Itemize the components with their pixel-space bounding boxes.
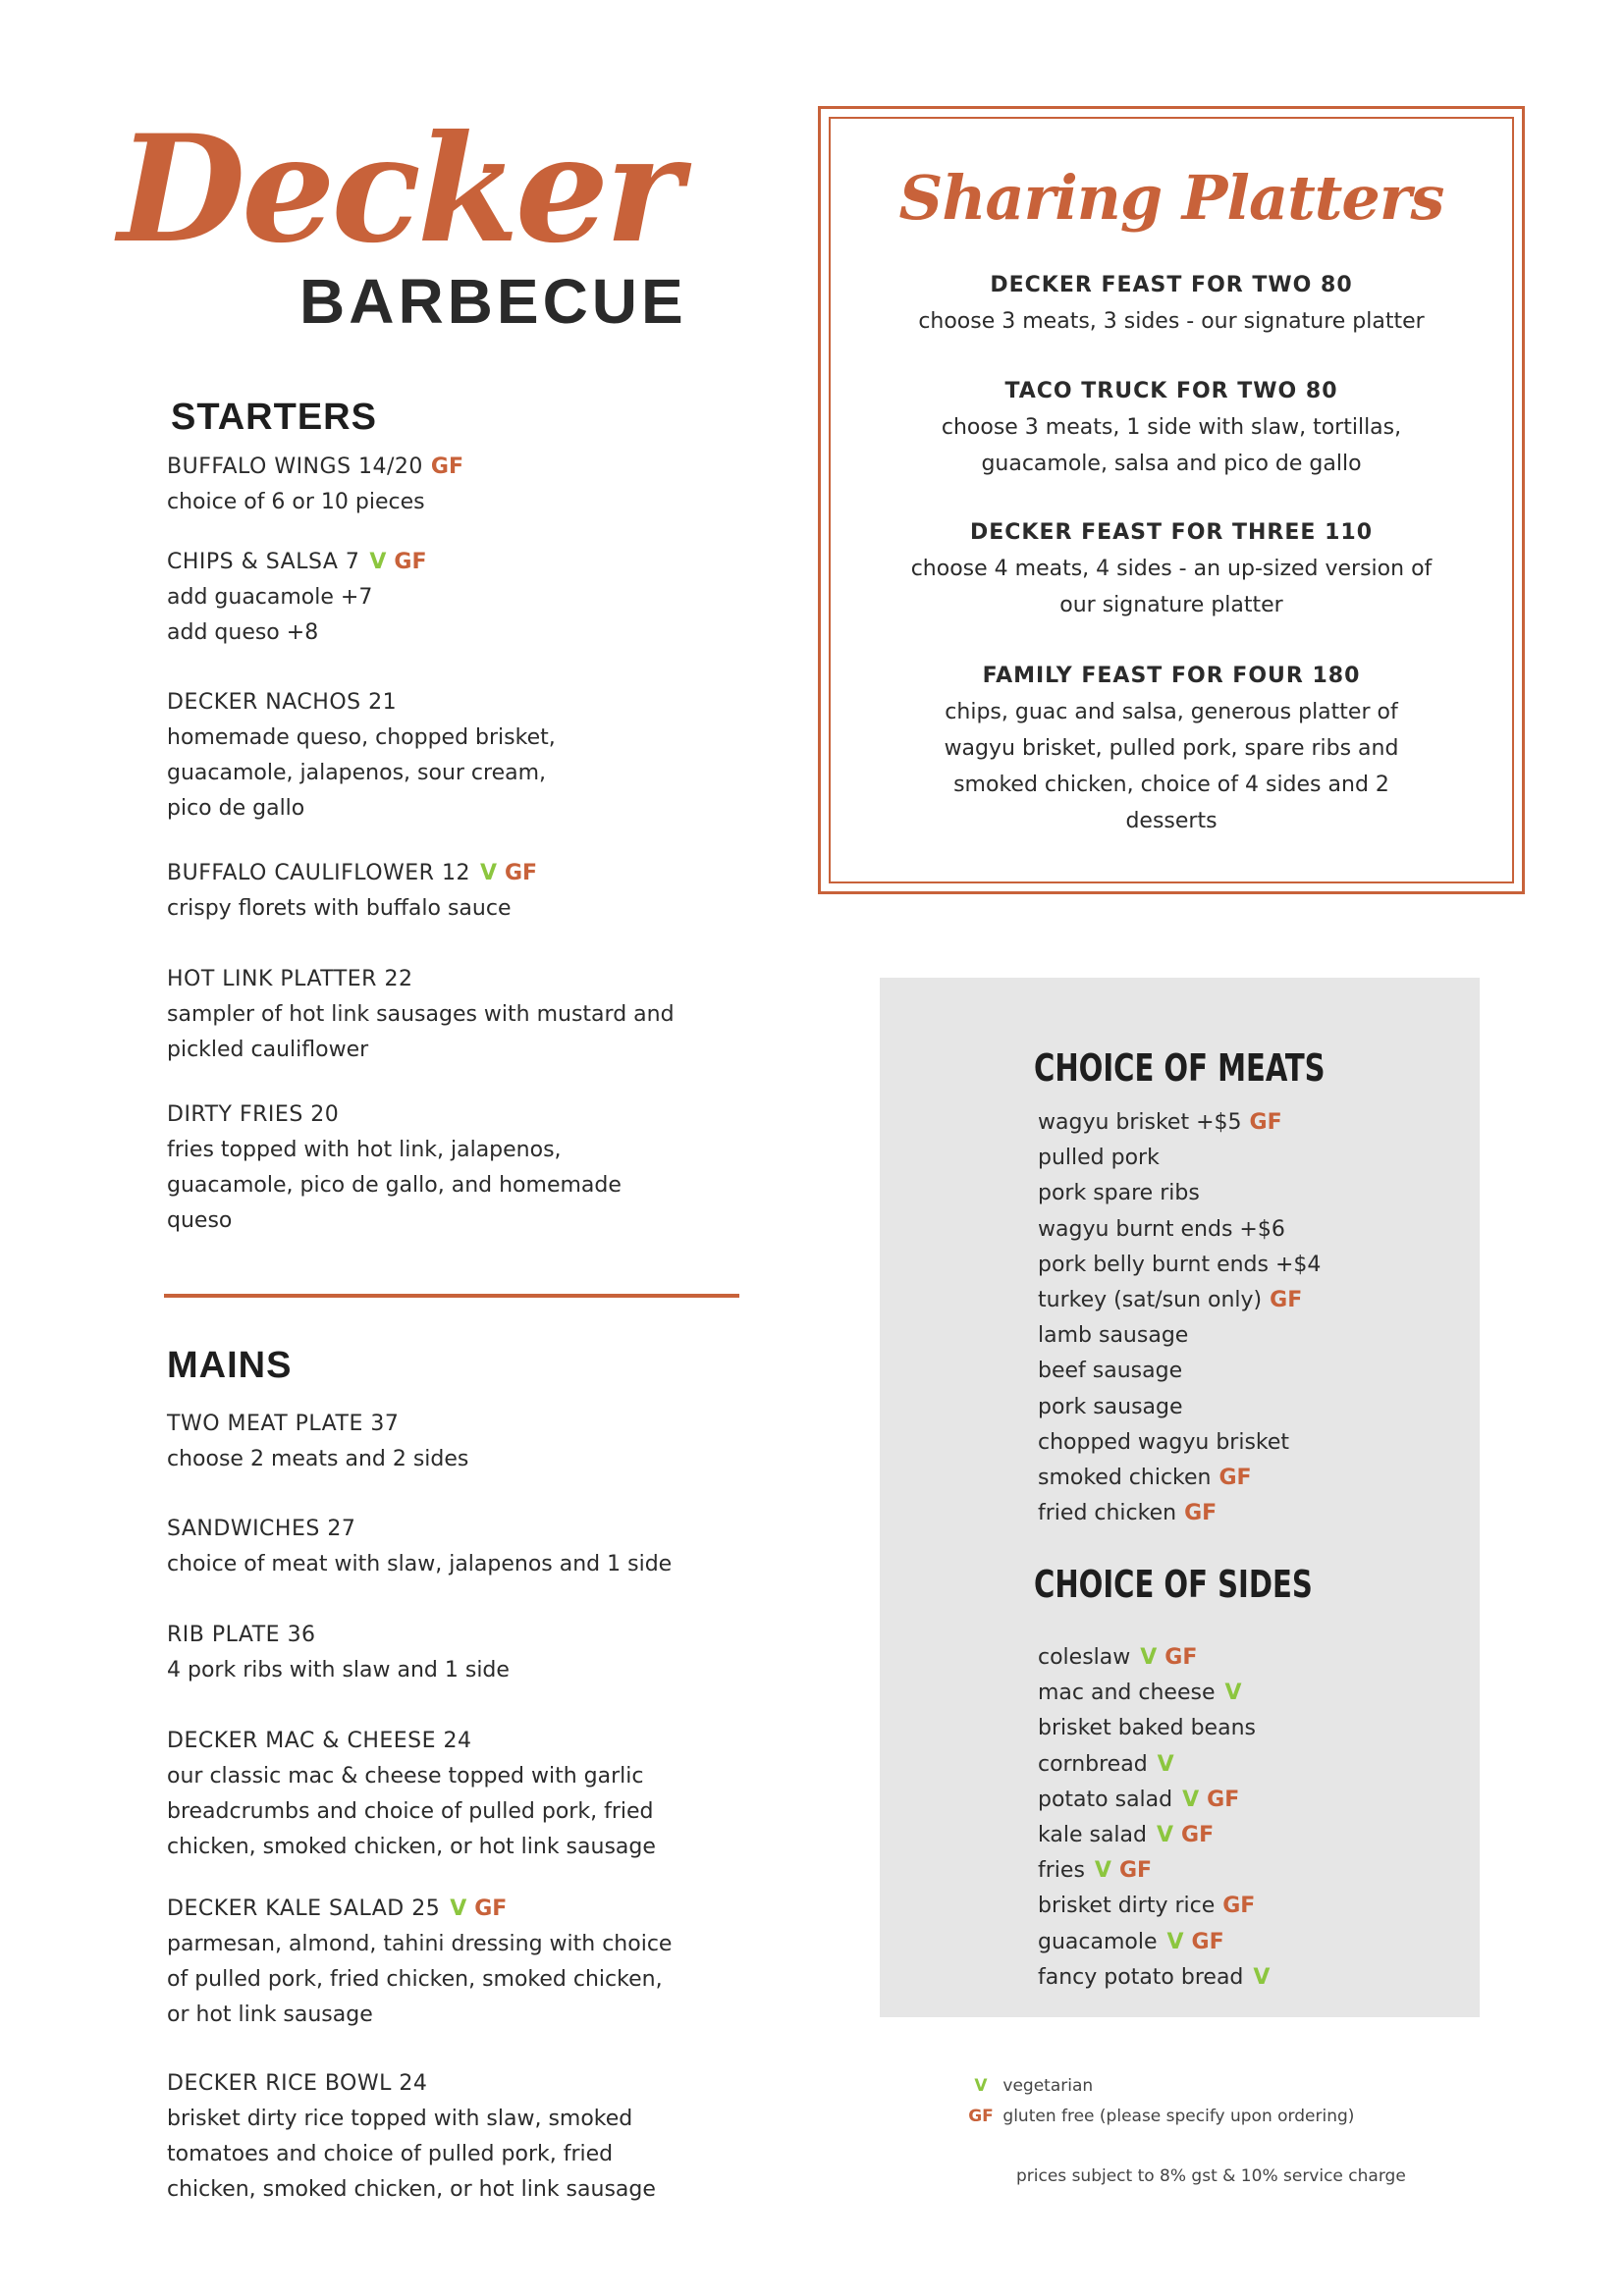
platter-description: choose 3 meats, 1 side with slaw, tortillas, [941, 415, 1402, 440]
platter-item [864, 658, 1479, 839]
side-option [1038, 1676, 1270, 1711]
side-option-label: coleslaw [1038, 1645, 1131, 1670]
side-option [1038, 1960, 1270, 1996]
meat-option-label: turkey (sat/sun only) [1038, 1288, 1263, 1313]
platter-description: desserts [1125, 809, 1218, 833]
side-option-label: mac and cheese [1038, 1681, 1216, 1706]
menu-item-name: DECKER KALE SALAD 25 [167, 1896, 441, 1921]
menu-item-name: RIB PLATE 36 [167, 1623, 316, 1647]
menu-item [167, 1618, 756, 1688]
logo-subtitle: BARBECUE [299, 266, 687, 337]
platter-description: guacamole, salsa and pico de gallo [981, 452, 1362, 476]
menu-item [167, 2066, 756, 2208]
meat-option-label: chopped wagyu brisket [1038, 1429, 1290, 1455]
menu-item-description: fries topped with hot link, jalapenos, [167, 1138, 562, 1162]
meat-option [1038, 1496, 1321, 1531]
side-option [1038, 1783, 1270, 1818]
platter-item [864, 514, 1479, 623]
vegetarian-badge: V [1094, 1858, 1111, 1884]
menu-item-description: guacamole, jalapenos, sour cream, [167, 761, 547, 785]
gluten-free-badge: GF [1207, 1787, 1240, 1812]
price-note: prices subject to 8% gst & 10% service charge [1016, 2166, 1406, 2186]
legend-gf-text: gluten free (please specify upon ordering) [1002, 2107, 1355, 2126]
menu-item-header [167, 2066, 756, 2102]
legend-gluten-free [964, 2107, 1354, 2126]
menu-item-name: CHIPS & SALSA 7 [167, 550, 360, 574]
mains-title: MAINS [167, 1345, 293, 1386]
menu-item-name: DECKER RICE BOWL 24 [167, 2071, 428, 2096]
menu-item-header [167, 1512, 756, 1547]
menu-item-header [167, 1724, 756, 1759]
menu-item-description: pico de gallo [167, 796, 305, 821]
vegetarian-badge: V [369, 550, 387, 574]
menu-item-name: BUFFALO CAULIFLOWER 12 [167, 861, 470, 885]
meat-option-label: wagyu brisket +$5 [1038, 1110, 1242, 1135]
menu-item-description: choice of meat with slaw, jalapenos and 1 side [167, 1552, 673, 1576]
menu-item-description: queso [167, 1208, 233, 1233]
meat-option [1038, 1283, 1321, 1318]
legend-gf-mark: GF [968, 2107, 994, 2126]
sides-title: CHOICE OF SIDES [1034, 1563, 1313, 1606]
meat-option-label: pork spare ribs [1038, 1181, 1200, 1206]
vegetarian-badge: V [1253, 1964, 1271, 1990]
vegetarian-badge: V [1182, 1787, 1200, 1812]
platter-description: our signature platter [1059, 593, 1283, 617]
side-option-label: fries [1038, 1858, 1085, 1884]
gluten-free-badge: GF [394, 550, 427, 574]
menu-item [167, 1724, 756, 1865]
menu-item [167, 962, 756, 1068]
menu-item-name: SANDWICHES 27 [167, 1517, 356, 1541]
menu-item [167, 1512, 756, 1582]
gluten-free-badge: GF [1270, 1288, 1303, 1313]
menu-item-name: DECKER NACHOS 21 [167, 690, 398, 715]
platter-name: DECKER FEAST FOR THREE 110 [969, 520, 1374, 545]
menu-item-header [167, 450, 756, 485]
side-option [1038, 1711, 1270, 1746]
meat-option [1038, 1212, 1321, 1248]
menu-item-description: crispy florets with buffalo sauce [167, 896, 512, 921]
meat-option [1038, 1105, 1321, 1141]
meat-option-label: pork sausage [1038, 1394, 1183, 1419]
logo-script: Decker [118, 103, 679, 276]
menu-item-name: TWO MEAT PLATE 37 [167, 1412, 400, 1436]
vegetarian-badge: V [479, 861, 497, 885]
meat-option-label: wagyu burnt ends +$6 [1038, 1216, 1285, 1242]
legend-vegetarian [964, 2076, 1093, 2096]
section-divider [164, 1294, 739, 1298]
side-option [1038, 1889, 1270, 1924]
menu-item-header [167, 962, 756, 997]
menu-item-description: pickled cauliflower [167, 1038, 369, 1062]
side-option-label: guacamole [1038, 1929, 1158, 1954]
vegetarian-badge: V [1156, 1823, 1174, 1848]
menu-item-header [167, 545, 756, 580]
platter-name: TACO TRUCK FOR TWO 80 [1004, 379, 1338, 403]
menu-item-description: parmesan, almond, tahini dressing with choice [167, 1932, 673, 1956]
menu-item [167, 856, 756, 927]
menu-item [167, 545, 756, 651]
gluten-free-badge: GF [1164, 1645, 1198, 1670]
side-option-label: kale salad [1038, 1823, 1147, 1848]
meat-option [1038, 1318, 1321, 1354]
menu-item-description: chicken, smoked chicken, or hot link sausage [167, 2177, 656, 2202]
meat-option-label: beef sausage [1038, 1359, 1183, 1384]
side-option [1038, 1747, 1270, 1783]
menu-item-name: DIRTY FRIES 20 [167, 1102, 340, 1127]
platter-description: wagyu brisket, pulled pork, spare ribs and [944, 736, 1399, 761]
side-option [1038, 1640, 1270, 1676]
menu-item-description: brisket dirty rice topped with slaw, smoked [167, 2107, 633, 2131]
menu-item-description: guacamole, pico de gallo, and homemade [167, 1173, 622, 1198]
gluten-free-badge: GF [430, 454, 464, 479]
side-option-label: brisket baked beans [1038, 1716, 1256, 1741]
side-option-label: fancy potato bread [1038, 1964, 1244, 1990]
gluten-free-badge: GF [504, 861, 538, 885]
meat-option [1038, 1354, 1321, 1389]
menu-item-header [167, 1618, 756, 1653]
menu-item-description: breadcrumbs and choice of pulled pork, fried [167, 1799, 654, 1824]
platter-name: FAMILY FEAST FOR FOUR 180 [982, 664, 1361, 688]
menu-item-description: sampler of hot link sausages with mustard and [167, 1002, 675, 1027]
meat-option [1038, 1248, 1321, 1283]
platter-description: chips, guac and salsa, generous platter of [945, 700, 1398, 724]
menu-item-header [167, 685, 756, 721]
meat-option-label: pulled pork [1038, 1146, 1160, 1171]
menu-item-header [167, 1097, 756, 1133]
meats-list [1038, 1105, 1321, 1531]
side-option [1038, 1853, 1270, 1889]
gluten-free-badge: GF [1181, 1823, 1215, 1848]
menu-item-description: of pulled pork, fried chicken, smoked chicken, [167, 1967, 663, 1992]
menu-item-description: add queso +8 [167, 620, 319, 645]
menu-item-description: choice of 6 or 10 pieces [167, 490, 425, 514]
vegetarian-badge: V [450, 1896, 467, 1921]
menu-item [167, 1407, 756, 1477]
menu-item [167, 450, 756, 520]
vegetarian-badge: V [1166, 1929, 1184, 1954]
menu-item-header [167, 1892, 756, 1927]
platter-description: choose 4 meats, 4 sides - an up-sized version of [910, 557, 1433, 581]
menu-item-name: HOT LINK PLATTER 22 [167, 967, 413, 991]
meat-option [1038, 1176, 1321, 1211]
platter-description: choose 3 meats, 3 sides - our signature platter [918, 309, 1425, 334]
gluten-free-badge: GF [1118, 1858, 1153, 1884]
menu-item [167, 1892, 756, 2033]
meat-option [1038, 1425, 1321, 1461]
menu-item [167, 1097, 756, 1239]
side-option [1038, 1818, 1270, 1853]
vegetarian-badge: V [1224, 1681, 1242, 1706]
menu-item-description: choose 2 meats and 2 sides [167, 1447, 469, 1471]
gluten-free-badge: GF [1222, 1894, 1256, 1919]
meat-option-label: lamb sausage [1038, 1323, 1189, 1349]
platters-title: Sharing Platters [898, 162, 1444, 234]
side-option [1038, 1925, 1270, 1960]
menu-item-description: or hot link sausage [167, 2002, 373, 2027]
meat-option [1038, 1390, 1321, 1425]
legend-v-text: vegetarian [1002, 2076, 1094, 2096]
menu-item-description: chicken, smoked chicken, or hot link sausage [167, 1835, 656, 1859]
menu-item-description: our classic mac & cheese topped with garlic [167, 1764, 644, 1789]
gluten-free-badge: GF [474, 1896, 508, 1921]
platter-item [864, 267, 1479, 340]
meat-option [1038, 1461, 1321, 1496]
side-option-label: brisket dirty rice [1038, 1894, 1216, 1919]
gluten-free-badge: GF [1191, 1929, 1224, 1954]
menu-item [167, 685, 756, 827]
starters-title: STARTERS [171, 397, 377, 438]
menu-item-header [167, 856, 756, 891]
menu-item-header [167, 1407, 756, 1442]
meat-option-label: pork belly burnt ends +$4 [1038, 1252, 1322, 1277]
meat-option [1038, 1141, 1321, 1176]
legend-v-mark: V [974, 2076, 988, 2096]
menu-item-name: DECKER MAC & CHEESE 24 [167, 1729, 472, 1753]
vegetarian-badge: V [1157, 1751, 1174, 1777]
menu-item-description: homemade queso, chopped brisket, [167, 725, 556, 750]
menu-item-description: add guacamole +7 [167, 585, 373, 610]
platter-name: DECKER FEAST FOR TWO 80 [990, 273, 1353, 297]
meat-option-label: fried chicken [1038, 1501, 1177, 1526]
meat-option-label: smoked chicken [1038, 1466, 1212, 1491]
side-option-label: potato salad [1038, 1787, 1173, 1812]
sides-list [1038, 1640, 1270, 1996]
platter-description: smoked chicken, choice of 4 sides and 2 [953, 773, 1389, 797]
gluten-free-badge: GF [1249, 1110, 1282, 1135]
side-option-label: cornbread [1038, 1751, 1148, 1777]
menu-item-description: 4 pork ribs with slaw and 1 side [167, 1658, 510, 1682]
gluten-free-badge: GF [1184, 1501, 1218, 1526]
gluten-free-badge: GF [1218, 1466, 1252, 1491]
menu-item-description: tomatoes and choice of pulled pork, fried [167, 2142, 614, 2166]
vegetarian-badge: V [1140, 1645, 1158, 1670]
menu-item-name: BUFFALO WINGS 14/20 [167, 454, 423, 479]
meats-title: CHOICE OF MEATS [1034, 1046, 1326, 1090]
platter-item [864, 373, 1479, 482]
